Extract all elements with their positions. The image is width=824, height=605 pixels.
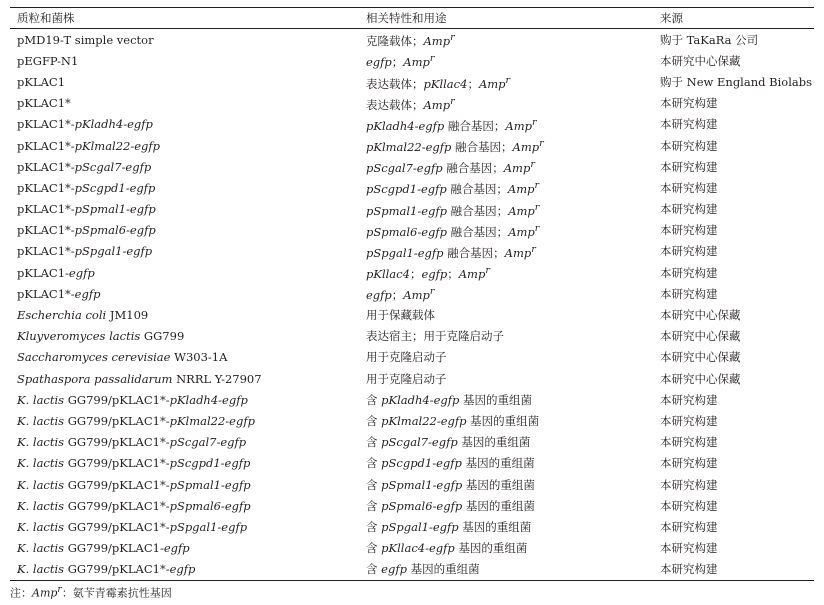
table-row (10, 93, 814, 114)
text-segment: pScgal7-egfp (381, 435, 458, 450)
text-segment: pScgpd1-egfp (381, 456, 462, 471)
plasmid-strain-cell (10, 389, 359, 410)
text-segment: 本研究构建 (660, 244, 718, 259)
source-cell (653, 538, 814, 559)
characteristics-cell (359, 135, 653, 156)
text-segment: K. lactis (17, 562, 65, 577)
text-segment: 用于克隆启动子 (366, 350, 447, 365)
text-segment: pSpgal1-egfp (169, 519, 248, 534)
text-segment: 含 (366, 541, 382, 556)
source-cell (653, 241, 814, 262)
text-segment: ：氨苄青霉素抗性基因 (61, 586, 172, 600)
text-segment: GG799/pKLAC1*- (64, 413, 170, 428)
plasmid-strain-cell (10, 538, 359, 559)
table-row (10, 283, 814, 304)
text-segment: r (429, 286, 435, 298)
plasmid-strain-cell (10, 93, 359, 114)
text-segment: pKLAC1*- (17, 180, 75, 195)
table-row (10, 177, 814, 198)
text-segment: 本研究构建 (660, 223, 718, 238)
text-segment: egfp (68, 265, 95, 280)
source-cell (653, 453, 814, 474)
text-segment: pKladh4-egfp (366, 118, 445, 133)
text-segment: ； (391, 55, 404, 70)
text-segment: ； (447, 267, 459, 282)
characteristics-cell (359, 538, 653, 559)
source-cell (653, 389, 814, 410)
text-segment: 本研究构建 (660, 159, 718, 174)
text-segment: GG799/pKLAC1- (64, 541, 164, 556)
characteristics-cell (359, 389, 653, 410)
text-segment: K. lactis (17, 435, 65, 450)
text-segment: pSpgal1-egfp (74, 244, 153, 259)
characteristics-cell (359, 453, 653, 474)
text-segment: 融合基因； (447, 203, 509, 218)
text-segment: r (534, 180, 540, 192)
plasmid-strain-cell (10, 156, 359, 177)
characteristics-cell (359, 368, 653, 389)
text-segment: r (505, 74, 511, 86)
text-segment: pKllac4-egfp (381, 541, 455, 556)
text-segment: 本研究构建 (660, 435, 718, 450)
text-segment: pKLAC1*- (17, 223, 75, 238)
text-segment: 本研究构建 (660, 519, 718, 534)
characteristics-cell (359, 262, 653, 283)
text-segment: 本研究构建 (660, 202, 718, 217)
text-segment: r (450, 32, 455, 44)
source-cell (653, 71, 814, 92)
text-segment: 本研究构建 (660, 138, 718, 153)
table-row (10, 474, 814, 495)
plasmid-strain-cell (10, 474, 359, 495)
text-segment: pKlmal22-egfp (169, 413, 255, 428)
source-cell (653, 283, 814, 304)
text-segment: JM109 (106, 308, 149, 323)
plasmid-strain-cell (10, 114, 359, 135)
text-segment: 本研究构建 (660, 456, 718, 471)
text-segment: pSpmal6-egfp (381, 498, 463, 513)
text-segment: pKLAC1*- (17, 117, 75, 132)
text-segment: Amp (423, 97, 451, 112)
text-segment: Saccharomyces cerevisiae (17, 350, 171, 365)
text-segment: Amp (504, 245, 532, 260)
text-segment: pKllac4 (366, 267, 410, 282)
text-segment: pKladh4-egfp (381, 392, 460, 407)
text-segment: 基因的重组菌 (454, 541, 528, 556)
text-segment: Amp (403, 288, 430, 303)
text-segment: 表达载体； (366, 97, 424, 112)
text-segment: egfp (163, 541, 190, 556)
text-segment: W303-1A (170, 350, 228, 365)
text-segment: 融合基因； (447, 224, 509, 239)
plasmid-strain-cell (10, 283, 359, 304)
text-segment: 表达宿主；用于克隆启动子 (366, 329, 504, 344)
text-segment: Amp (507, 182, 535, 197)
text-segment: 基因的重组菌 (462, 498, 535, 513)
text-segment: GG799/pKLAC1*- (64, 519, 170, 534)
source-cell (653, 114, 814, 135)
text-segment: 本研究构建 (660, 117, 718, 132)
text-segment: r (485, 265, 490, 277)
text-segment: egfp (381, 562, 407, 577)
plasmid-strain-cell (10, 347, 359, 368)
text-segment: 本研究构建 (660, 265, 718, 280)
text-segment: pKladh4-egfp (74, 117, 153, 132)
text-segment: pKLAC1* (17, 96, 71, 111)
source-cell (653, 559, 814, 581)
text-segment: GG799/pKLAC1*- (64, 435, 170, 450)
text-segment: r (530, 159, 535, 171)
plasmid-strain-cell (10, 410, 359, 431)
text-segment: 基因的重组菌 (461, 456, 535, 471)
text-segment: 基因的重组菌 (406, 562, 480, 577)
text-segment: 含 (366, 498, 382, 513)
text-segment: 本研究中心保藏 (660, 329, 741, 344)
text-segment: 本研究构建 (660, 180, 718, 195)
characteristics-cell (359, 29, 653, 51)
text-segment: GG799/pKLAC1*- (64, 456, 170, 471)
table-row (10, 156, 814, 177)
source-cell (653, 220, 814, 241)
text-segment: Amp (503, 161, 531, 176)
text-segment: 购于 New England Biolabs (660, 74, 812, 89)
header-source: 来源 (653, 8, 814, 29)
text-segment: ； (391, 288, 404, 303)
text-segment: Spathaspora passalidarum (17, 371, 173, 386)
text-segment: pKlmal22-egfp (74, 138, 161, 153)
plasmid-strain-cell (10, 262, 359, 283)
source-cell (653, 262, 814, 283)
text-segment: 含 (366, 562, 382, 577)
table-row (10, 241, 814, 262)
text-segment: 融合基因； (442, 161, 504, 176)
text-segment: 融合基因； (451, 139, 513, 154)
table-row (10, 135, 814, 156)
table-row (10, 516, 814, 537)
text-segment: GG799 (140, 329, 185, 344)
source-cell (653, 135, 814, 156)
text-segment: 本研究中心保藏 (660, 308, 741, 323)
table-row (10, 199, 814, 220)
text-segment: pScgpd1-egfp (366, 182, 447, 197)
text-segment: 含 (366, 519, 382, 534)
plasmid-strain-cell (10, 29, 359, 51)
characteristics-cell (359, 495, 653, 516)
characteristics-cell (359, 177, 653, 198)
table-row (10, 368, 814, 389)
text-segment: 本研究构建 (660, 477, 718, 492)
text-segment: Escherchia coli (17, 308, 107, 323)
strain-table (10, 7, 814, 581)
text-segment: GG799/pKLAC1*- (64, 392, 170, 407)
plasmid-strain-cell (10, 559, 359, 581)
table-row (10, 304, 814, 325)
source-cell (653, 156, 814, 177)
source-cell (653, 432, 814, 453)
text-segment: egfp (366, 288, 392, 303)
characteristics-cell (359, 347, 653, 368)
table-header (10, 8, 814, 29)
source-cell (653, 29, 814, 51)
characteristics-cell (359, 516, 653, 537)
text-segment: egfp (366, 55, 392, 70)
source-cell (653, 495, 814, 516)
text-segment: 含 (366, 392, 382, 407)
table-row (10, 114, 814, 135)
characteristics-cell (359, 474, 653, 495)
text-segment: pKLAC1*- (17, 286, 75, 301)
text-segment: 用于保藏载体 (366, 308, 435, 323)
text-segment: 本研究中心保藏 (660, 350, 741, 365)
text-segment: GG799/pKLAC1*- (64, 498, 170, 513)
table-row (10, 410, 814, 431)
text-segment: 本研究构建 (660, 392, 718, 407)
text-segment: 基因的重组菌 (466, 413, 540, 428)
characteristics-cell (359, 304, 653, 325)
characteristics-cell (359, 220, 653, 241)
table-row (10, 453, 814, 474)
text-segment: Amp (505, 118, 532, 133)
text-segment: egfp (74, 286, 101, 301)
text-segment: 本研究构建 (660, 562, 718, 577)
plasmid-strain-cell (10, 135, 359, 156)
text-segment: 基因的重组菌 (457, 435, 531, 450)
text-segment: 含 (366, 456, 382, 471)
source-cell (653, 474, 814, 495)
plasmid-strain-cell (10, 368, 359, 389)
text-segment: pSpmal1-egfp (74, 202, 156, 217)
text-segment: 购于 TaKaRa 公司 (660, 32, 759, 47)
text-segment: K. lactis (17, 519, 65, 534)
characteristics-cell (359, 559, 653, 581)
text-segment: Amp (508, 224, 535, 239)
text-segment: r (57, 584, 62, 595)
table-row (10, 538, 814, 559)
text-segment: 表达载体； (366, 76, 424, 91)
text-segment: K. lactis (17, 413, 65, 428)
text-segment: NRRL Y-27907 (172, 371, 262, 386)
characteristics-cell (359, 114, 653, 135)
text-segment: Amp (478, 76, 506, 91)
text-segment: K. lactis (17, 392, 65, 407)
text-segment: 融合基因； (443, 245, 505, 260)
text-segment: pSpmal1-egfp (366, 203, 448, 218)
table-row (10, 495, 814, 516)
text-segment: K. lactis (17, 498, 65, 513)
text-segment: 基因的重组菌 (458, 519, 532, 534)
plasmid-strain-cell (10, 71, 359, 92)
text-segment: 基因的重组菌 (459, 392, 533, 407)
text-segment: pSpmal6-egfp (169, 498, 251, 513)
text-segment: r (539, 138, 544, 150)
source-cell (653, 347, 814, 368)
text-segment: Amp (423, 34, 451, 48)
text-segment: ； (467, 76, 479, 91)
source-cell (653, 199, 814, 220)
text-segment: K. lactis (17, 477, 65, 492)
text-segment: 本研究中心保藏 (660, 53, 741, 68)
table-row (10, 326, 814, 347)
plasmid-strain-cell (10, 220, 359, 241)
source-cell (653, 93, 814, 114)
plasmid-strain-cell (10, 432, 359, 453)
text-segment: r (534, 201, 540, 213)
text-segment: r (450, 95, 455, 107)
text-segment: GG799/pKLAC1*- (64, 477, 170, 492)
text-segment: pKladh4-egfp (169, 392, 248, 407)
table-row (10, 29, 814, 51)
plasmid-strain-cell (10, 516, 359, 537)
text-segment: Amp (458, 267, 486, 282)
text-segment: pKLAC1 (17, 74, 66, 89)
text-segment: 克隆载体； (366, 34, 424, 48)
text-segment: 本研究构建 (660, 286, 718, 301)
text-segment: pScgpd1-egfp (74, 180, 156, 195)
text-segment: pKLAC1- (17, 265, 69, 280)
table-row (10, 50, 814, 71)
table-body (10, 29, 814, 581)
text-segment: K. lactis (17, 541, 65, 556)
text-segment: pSpmal1-egfp (381, 477, 463, 492)
text-segment: 用于克隆启动子 (366, 371, 447, 386)
text-segment: Amp (508, 203, 535, 218)
text-segment: K. lactis (17, 456, 65, 471)
header-row (10, 8, 814, 29)
plasmid-strain-cell (10, 177, 359, 198)
text-segment: pKLAC1*- (17, 159, 75, 174)
text-segment: pKlmal22-egfp (381, 413, 467, 428)
text-segment: r (531, 116, 537, 128)
text-segment: pScgpd1-egfp (169, 456, 251, 471)
text-segment: Kluyveromyces lactis (17, 329, 141, 344)
table-row (10, 389, 814, 410)
text-segment: pEGFP-N1 (17, 53, 79, 68)
source-cell (653, 368, 814, 389)
table-row (10, 559, 814, 581)
source-cell (653, 304, 814, 325)
text-segment: pKLAC1*- (17, 138, 75, 153)
text-segment: 本研究构建 (660, 413, 718, 428)
characteristics-cell (359, 93, 653, 114)
table-footnote (10, 584, 172, 601)
text-segment: GG799/pKLAC1*- (64, 562, 170, 577)
characteristics-cell (359, 71, 653, 92)
table-row (10, 262, 814, 283)
characteristics-cell (359, 50, 653, 71)
table-row (10, 220, 814, 241)
text-segment: pSpmal1-egfp (169, 477, 251, 492)
text-segment: 本研究构建 (660, 541, 718, 556)
text-segment: pMD19-T simple vector (17, 32, 154, 47)
plasmid-strain-cell (10, 199, 359, 220)
text-segment: 含 (366, 477, 382, 492)
text-segment: ； (409, 267, 422, 282)
plasmid-strain-cell (10, 326, 359, 347)
text-segment: 含 (366, 413, 382, 428)
text-segment: 融合基因； (444, 118, 506, 133)
source-cell (653, 177, 814, 198)
text-segment: pScgal7-egfp (169, 435, 247, 450)
characteristics-cell (359, 326, 653, 347)
characteristics-cell (359, 410, 653, 431)
table-row (10, 432, 814, 453)
source-cell (653, 326, 814, 347)
header-characteristics: 相关特性和用途 (359, 8, 653, 29)
text-segment: 本研究构建 (660, 498, 718, 513)
text-segment: pScgal7-egfp (74, 159, 152, 174)
text-segment: r (534, 222, 540, 234)
text-segment: pSpgal1-egfp (366, 245, 444, 260)
text-segment: 含 (366, 435, 382, 450)
characteristics-cell (359, 241, 653, 262)
text-segment: r (429, 53, 435, 65)
characteristics-cell (359, 156, 653, 177)
plasmid-strain-cell (10, 304, 359, 325)
text-segment: pScgal7-egfp (366, 161, 443, 176)
text-segment: pKlmal22-egfp (366, 139, 452, 154)
text-segment: pKLAC1*- (17, 202, 75, 217)
plasmid-strain-cell (10, 453, 359, 474)
text-segment: egfp (169, 562, 196, 577)
text-segment: Amp (32, 586, 58, 600)
text-segment: 本研究中心保藏 (660, 371, 741, 386)
text-segment: r (531, 244, 536, 256)
plasmid-strain-cell (10, 241, 359, 262)
text-segment: 基因的重组菌 (462, 477, 535, 492)
table-row (10, 71, 814, 92)
plasmid-strain-cell (10, 50, 359, 71)
text-segment: pSpmal6-egfp (74, 223, 156, 238)
source-cell (653, 516, 814, 537)
header-plasmid-strain: 质粒和菌株 (10, 8, 359, 29)
characteristics-cell (359, 432, 653, 453)
characteristics-cell (359, 199, 653, 220)
text-segment: pSpgal1-egfp (381, 519, 459, 534)
text-segment: 本研究构建 (660, 96, 718, 111)
table-row (10, 347, 814, 368)
text-segment: pKLAC1*- (17, 244, 75, 259)
text-segment: Amp (403, 55, 430, 70)
text-segment: egfp (421, 267, 448, 282)
plasmid-strain-cell (10, 495, 359, 516)
source-cell (653, 50, 814, 71)
text-segment: pKllac4 (423, 76, 468, 91)
text-segment: 注： (10, 586, 32, 600)
text-segment: Amp (512, 139, 540, 154)
text-segment: pSpmal6-egfp (366, 224, 448, 239)
source-cell (653, 410, 814, 431)
text-segment: 融合基因； (446, 182, 508, 197)
characteristics-cell (359, 283, 653, 304)
